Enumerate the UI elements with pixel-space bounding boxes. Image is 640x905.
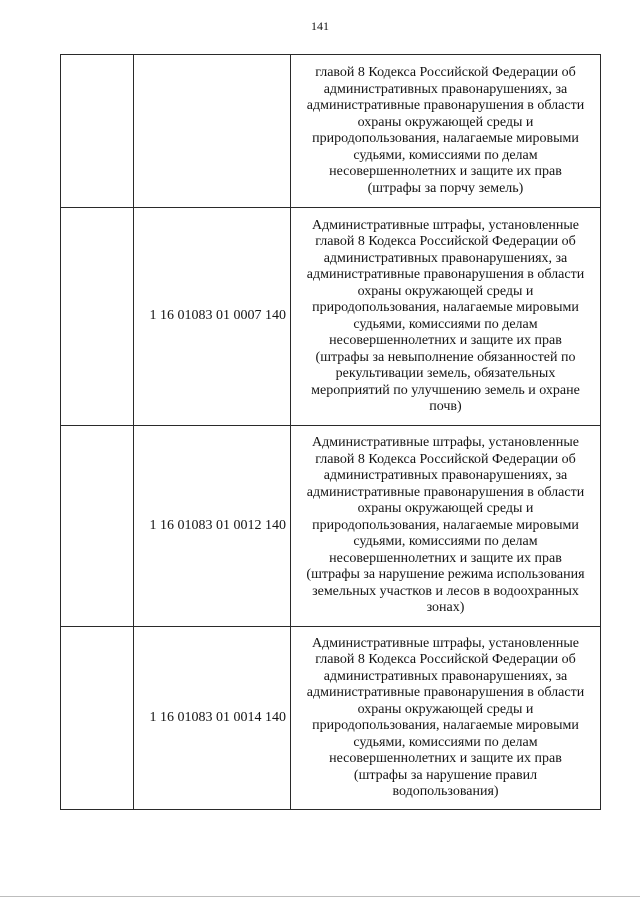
description-line: (штрафы за порчу земель) — [367, 180, 524, 196]
code-cell — [134, 55, 291, 208]
description-cell — [291, 627, 601, 810]
description-line: почв) — [429, 399, 462, 414]
row-col1-cell — [61, 627, 134, 810]
description-line: охраны окружающей среды и — [357, 283, 534, 299]
code-cell: 1 16 01083 01 0014 140 — [134, 627, 291, 810]
description-line: несовершеннолетних и защите их прав — [329, 751, 562, 766]
description-line: зонах) — [426, 600, 465, 616]
description-line: главой 8 Кодекса Российской Федерации об — [315, 234, 576, 249]
table-row — [61, 208, 601, 426]
description-line: административные правонарушения в области — [306, 98, 585, 113]
description-line: водопользования) — [392, 784, 499, 799]
budget-codes-table — [60, 54, 601, 810]
description-line: природопользования, налагаемые мировыми — [312, 131, 579, 146]
code-cell: 1 16 01083 01 0012 140 — [134, 426, 291, 627]
description-line: (штрафы за нарушение режима использования — [306, 567, 585, 583]
table-row — [61, 627, 601, 810]
description-line: главой 8 Кодекса Российской Федерации об — [315, 451, 576, 467]
description-cell — [291, 426, 601, 627]
description-line: природопользования, налагаемые мировыми — [312, 718, 579, 733]
scan-bottom-edge — [0, 896, 640, 897]
description-line: административные правонарушения в области — [306, 484, 585, 500]
description-line: судьями, комиссиями по делам — [353, 534, 538, 550]
description-line: Административные штрафы, установленные — [312, 217, 579, 233]
description-line: несовершеннолетних и защите их прав — [329, 164, 562, 179]
description-line: судьями, комиссиями по делам — [353, 316, 538, 332]
description-line: охраны окружающей среды и — [357, 701, 534, 717]
description-line: (штрафы за невыполнение обязанностей по — [315, 349, 576, 365]
description-cell — [291, 208, 601, 426]
row-col1-cell — [61, 208, 134, 426]
description-line: судьями, комиссиями по делам — [353, 734, 538, 750]
description-line: природопользования, налагаемые мировыми — [312, 300, 579, 315]
table-row — [61, 426, 601, 627]
description-line: главой 8 Кодекса Российской Федерации об — [315, 652, 576, 667]
description-line: административные правонарушения в области — [306, 685, 585, 700]
description-line: Административные штрафы, установленные — [312, 435, 579, 451]
description-line: судьями, комиссиями по делам — [353, 147, 538, 163]
table-row — [61, 55, 601, 208]
description-line: административных правонарушениях, за — [323, 250, 568, 266]
description-line: охраны окружающей среды и — [357, 501, 534, 517]
description-line: рекультивации земель, обязательных — [335, 366, 556, 381]
description-line: административных правонарушениях, за — [323, 668, 568, 684]
description-line: административные правонарушения в области — [306, 267, 585, 282]
description-line: охраны окружающей среды и — [357, 114, 534, 130]
page-number: 141 — [311, 19, 329, 33]
row-col1-cell — [61, 426, 134, 627]
description-cell — [291, 55, 601, 208]
description-line: административных правонарушениях, за — [323, 468, 568, 484]
description-line: несовершеннолетних и защите их прав — [329, 333, 562, 348]
description-line: административных правонарушениях, за — [323, 81, 568, 97]
description-line: несовершеннолетних и защите их прав — [329, 550, 562, 566]
description-line: Административные штрафы, установленные — [312, 635, 579, 651]
description-line: природопользования, налагаемые мировыми — [312, 517, 579, 533]
description-line: мероприятий по улучшению земель и охране — [311, 382, 580, 398]
description-line: главой 8 Кодекса Российской Федерации об — [315, 65, 576, 80]
code-cell: 1 16 01083 01 0007 140 — [134, 208, 291, 426]
description-line: земельных участков и лесов в водоохранных — [312, 583, 579, 599]
description-line: (штрафы за нарушение правил — [353, 767, 538, 783]
row-col1-cell — [61, 55, 134, 208]
